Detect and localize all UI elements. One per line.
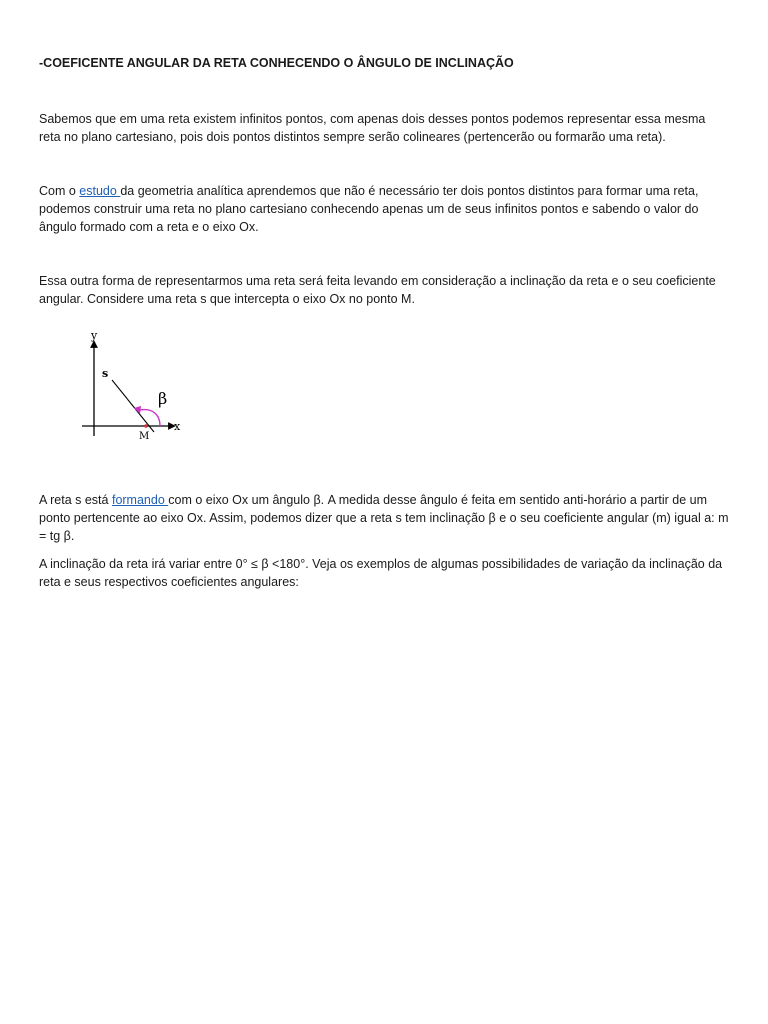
paragraph-text: A reta s está bbox=[39, 493, 112, 507]
x-axis-label: x bbox=[174, 420, 181, 433]
line-s bbox=[112, 380, 154, 432]
paragraph-text: Com o bbox=[39, 184, 80, 198]
line-s-label: s bbox=[102, 367, 109, 380]
paragraph-two-points: Sabemos que em uma reta existem infinitos pontos, com apenas dois desses pontos podemos representar essa mesma reta no plano cartesiano, pois dois pontos distintos sempre serão colineares (pertencerão ou formarão uma reta). bbox=[39, 112, 706, 144]
point-m-label: M bbox=[139, 431, 150, 442]
estudo-link[interactable]: estudo bbox=[79, 184, 121, 198]
angle-beta-label: β bbox=[158, 389, 168, 408]
figure-svg bbox=[80, 328, 192, 446]
point-m-marker bbox=[144, 424, 148, 428]
paragraph-text: da geometria analítica aprendemos que não é necessário ter dois pontos distintos para formar uma reta, podemos construir uma reta no plano cartesiano conhecendo apenas um de seus infinitos pontos e sabendo o valor do ângulo formado com a reta e o eixo Ox. bbox=[39, 184, 699, 234]
angle-arc-arrow bbox=[134, 406, 141, 414]
paragraph-angle-definition bbox=[39, 491, 729, 545]
paragraph-text: com o eixo Ox um ângulo β. A medida desse ângulo é feita em sentido anti-horário a partir de um ponto pertencente ao eixo Ox. Assim, podemos dizer que a reta s tem inclinação β e o seu coeficiente angular (m) igual a: m = tg β. bbox=[39, 493, 729, 543]
document-title: -COEFICENTE ANGULAR DA RETA CONHECENDO O ÂNGULO DE INCLINAÇÃO bbox=[39, 56, 514, 70]
paragraph-analytic-geometry bbox=[39, 182, 729, 236]
formando-link[interactable]: formando bbox=[111, 493, 169, 507]
y-axis-label: y bbox=[91, 329, 98, 342]
paragraph-inclination-range: A inclinação da reta irá variar entre 0° ≤ β <180°. Veja os exemplos de algumas possibilidades de variação da inclinação da reta e seus respectivos coeficientes angulares: bbox=[39, 557, 723, 589]
paragraph-inclination-intro: Essa outra forma de representarmos uma reta será feita levando em consideração a inclinação da reta e o seu coeficiente angular. Considere uma reta s que intercepta o eixo Ox no ponto M. bbox=[39, 274, 716, 306]
line-inclination-figure bbox=[80, 328, 192, 446]
